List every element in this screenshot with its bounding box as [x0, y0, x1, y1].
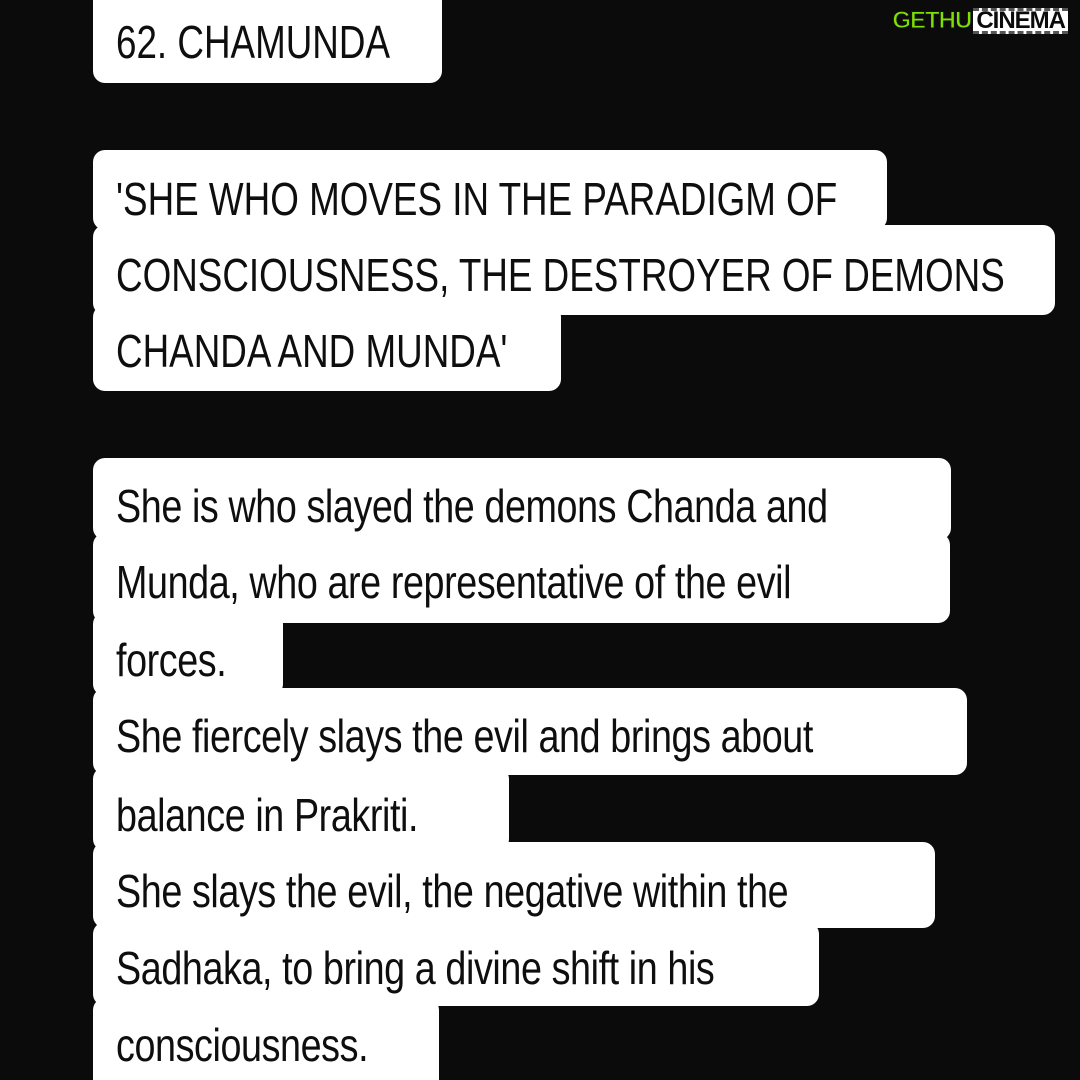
body-line-2: Munda, who are representative of the evil [116, 556, 792, 608]
body-line-5: balance in Prakriti. [116, 789, 419, 841]
body-line-6: She slays the evil, the negative within the [116, 865, 789, 917]
body-line-4: She fiercely slays the evil and brings about [116, 710, 813, 762]
subtitle-line-1: 'SHE WHO MOVES IN THE PARADIGM OF [116, 173, 838, 225]
page-title: 62. CHAMUNDA [116, 16, 391, 68]
watermark-left-text: GETHU [892, 7, 972, 34]
body-line-3: forces. [116, 634, 227, 686]
body-line-1: She is who slayed the demons Chanda and [116, 480, 828, 532]
body-line-7: Sadhaka, to bring a divine shift in his [116, 942, 715, 994]
subtitle-line-2: CONSCIOUSNESS, THE DESTROYER OF DEMONS [116, 249, 1005, 301]
gethu-cinema-watermark-logo [892, 8, 1068, 34]
watermark-right-text: CINEMA [973, 8, 1068, 34]
body-line-8: consciousness. [116, 1019, 369, 1071]
subtitle-line-3: CHANDA AND MUNDA' [116, 325, 508, 377]
